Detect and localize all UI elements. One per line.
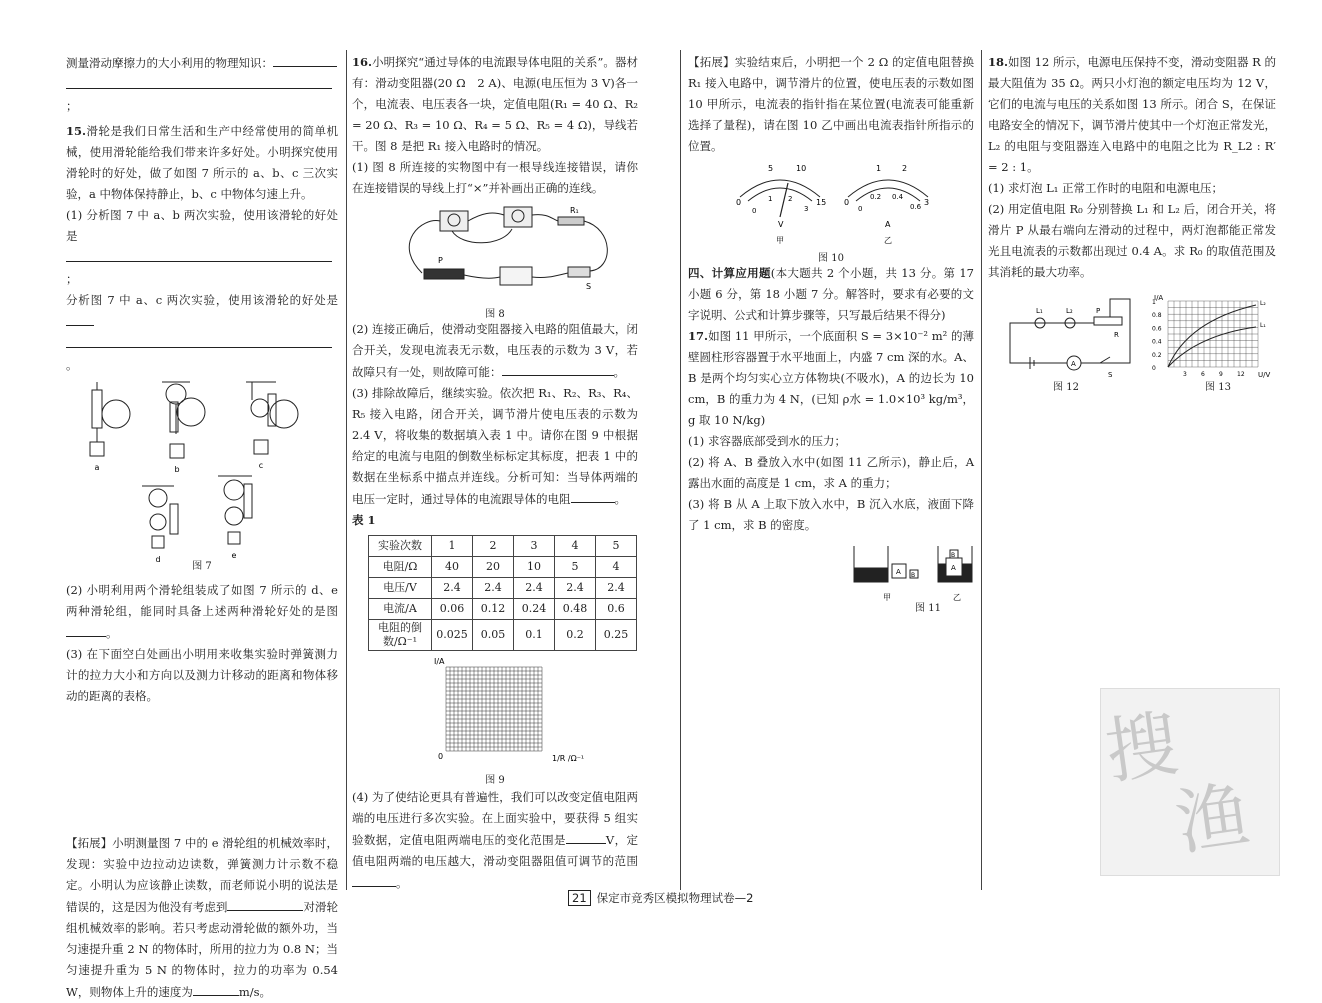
y-tick-label: 1 xyxy=(1152,299,1156,306)
column-divider xyxy=(346,50,347,890)
figure-caption: 图 13 xyxy=(1205,382,1231,393)
y-tick-label: 0 xyxy=(1152,365,1156,372)
dial-tick: 5 xyxy=(768,164,774,173)
figure-10[interactable] xyxy=(688,161,974,264)
figure-caption: 图 12 xyxy=(1053,382,1079,393)
table-header: 3 xyxy=(514,536,555,557)
meter-dials[interactable] xyxy=(688,161,974,245)
meter-unit: V xyxy=(778,220,784,229)
table-cell: 2.4 xyxy=(473,578,514,599)
question-17-3 xyxy=(688,494,974,536)
dial-tick: 0 xyxy=(858,205,863,213)
column-1 xyxy=(66,52,338,1003)
table-header: 4 xyxy=(555,536,596,557)
extension-text: 实验结束后，小明把一个 2 Ω 的定值电阻替换 R₁ 接入电路中，调节滑片的位置，使电压表的示数如图 10 甲所示，电流表的指针指在某位置(电流表可能重新选择了量程)，请在图 10 乙中画出电流表指针所指示的位置。 xyxy=(688,55,975,153)
question-15-2: (2) 小明利用两个滑轮组装成了如图 7 所示的 d、e 两种滑轮组，能同时具备上述两种滑轮好处的是图。 xyxy=(66,583,338,640)
table-cell: 2.4 xyxy=(596,578,637,599)
figure-caption: 图 10 xyxy=(818,253,844,264)
table-cell: 2.4 xyxy=(514,578,555,599)
question-text: V，定值电阻两端的电压越大，滑动变阻器阻值可调节的范围 xyxy=(352,833,638,868)
dial-tick: 1 xyxy=(876,164,882,173)
data-table xyxy=(368,535,637,651)
dial-tick: 0.6 xyxy=(910,203,922,211)
column-4 xyxy=(988,52,1276,407)
table-row xyxy=(369,620,637,651)
table-cell: 0.6 xyxy=(596,599,637,620)
dial-tick: 0 xyxy=(844,198,850,207)
figure-caption: 图 8 xyxy=(485,309,505,320)
dial-tick: 0.2 xyxy=(870,193,882,201)
dial-tick: 1 xyxy=(768,195,773,203)
question-number: 15. xyxy=(66,124,87,138)
figure-9[interactable] xyxy=(352,655,638,786)
column-divider xyxy=(680,50,681,890)
series-label: L₂ xyxy=(1260,300,1266,307)
sub-label: 乙 xyxy=(884,236,892,245)
extension-label: 【拓展】 xyxy=(66,836,113,850)
table-cell: 0.2 xyxy=(555,620,596,651)
page-footer xyxy=(568,890,753,906)
table-cell: 0.48 xyxy=(555,599,596,620)
column-divider xyxy=(981,50,982,890)
question-16-4: (4) 为了使结论更具有普遍性，我们可以改变定值电阻两端的电压进行多次实验。在上面实验中，要获得 5 组实验数据，定值电阻两端电压的变化范围是 V，定值电阻两端的电压越大，滑动变阻器阻值可调节的范围。 xyxy=(352,790,638,890)
dial-tick: 3 xyxy=(924,198,930,207)
figure-8[interactable] xyxy=(352,203,638,320)
block-label: A xyxy=(951,564,956,572)
question-16 xyxy=(352,52,638,157)
question-text: (4) 为了使结论更具有普遍性，我们可以改变定值电阻两端的电压进行多次实验。在上面实验中，要获得 5 组实验数据，定值电阻两端电压的变化范围是 xyxy=(352,790,638,847)
figure-caption: 图 9 xyxy=(485,775,505,786)
answer-blank[interactable] xyxy=(227,896,303,911)
table-cell: 电阻/Ω xyxy=(369,557,432,578)
table-cell: 4 xyxy=(596,557,637,578)
figure-7 xyxy=(66,380,338,576)
question-18-1 xyxy=(988,178,1276,199)
axis-label: I/A xyxy=(434,657,445,666)
table-row xyxy=(369,557,637,578)
sub-label: 甲 xyxy=(776,236,784,245)
page-number: 21 xyxy=(568,890,591,906)
table-cell: 20 xyxy=(473,557,514,578)
question-text: (1) 求灯泡 L₁ 正常工作时的电阻和电源电压； xyxy=(988,181,1224,195)
question-text: (2) 小明利用两个滑轮组装成了如图 7 所示的 d、e 两种滑轮组，能同时具备上述两种滑轮好处的是图 xyxy=(66,583,338,618)
question-17-2 xyxy=(688,452,974,494)
table-cell: 0.06 xyxy=(432,599,473,620)
dial-tick: 0 xyxy=(752,207,757,215)
question-text: (3) 将 B 从 A 上取下放入水中，B 沉入水底，液面下降了 1 cm，求 B 的密度。 xyxy=(688,497,974,532)
answer-blank[interactable] xyxy=(566,829,606,844)
table-header: 2 xyxy=(473,536,514,557)
dial-tick: 2 xyxy=(902,164,908,173)
question-16-3: (3) 排除故障后，继续实验。依次把 R₁、R₂、R₃、R₄、R₅ 接入电路，闭合开关，调节滑片使电压表的示数为 2.4 V，将收集的数据填入表 1 中。请你在图 9 中根据给定的电流与电阻的倒数坐标标定其标度，把表 1 中的数据在坐标系中描点并连线。分析可知：当导体两端的电压一定时，通过导体的电流跟导体的电阻 。 xyxy=(352,386,638,506)
question-text: (2) 将 A、B 叠放入水中(如图 11 乙所示)，静止后，A 露出水面的高度是 1 cm，求 A 的重力； xyxy=(688,455,974,490)
y-tick-label: 0.2 xyxy=(1152,351,1162,359)
question-15-3 xyxy=(66,644,338,707)
answer-blank[interactable] xyxy=(193,981,239,996)
table-header: 5 xyxy=(596,536,637,557)
extension xyxy=(66,833,338,1003)
extension xyxy=(688,52,974,157)
component-label: P xyxy=(1096,307,1101,315)
question-text: (2) 用定值电阻 R₀ 分别替换 L₁ 和 L₂ 后，闭合开关，将滑片 P 从最右端向左滑动的过程中，两灯泡都能正常发光且电流表的示数都出现过 0.4 A。求 R₀ 的取值范围及其消耗的最大功率。 xyxy=(988,202,1276,279)
y-tick-label: 0.4 xyxy=(1152,338,1162,346)
extension-label: 【拓展】 xyxy=(688,55,735,69)
table-cell: 电流/A xyxy=(369,599,432,620)
extension-text: 小明测量图 7 中的 e 滑轮组的机械效率时，发现：实验中边拉动边读数，弹簧测力计示数不稳定。小明认为应该静止读数，而老师说小明的说法是错误的，这是因为他没有考虑到 xyxy=(66,836,338,914)
question-number: 18. xyxy=(988,55,1009,69)
question-text: (3) 在下面空白处画出小明用来收集实验时弹簧测力计的拉力大小和方向以及测力计移动的距离和物体移动的距离的表格。 xyxy=(66,647,338,703)
answer-blank[interactable] xyxy=(352,872,396,887)
question-text: 滑轮是我们日常生活和生产中经常使用的简单机械，使用滑轮能给我们带来许多好处。小明探究使用滑轮时的好处，做了如图 7 所示的 a、b、c 三次实验，a 中物体保持静止，b、c 中物体匀速上升。 xyxy=(66,124,338,201)
question-15-1 xyxy=(66,205,338,247)
figure-label: d xyxy=(155,555,161,564)
question-text: (3) 排除故障后，继续实验。依次把 R₁、R₂、R₃、R₄、R₅ 接入电路，闭合开关，调节滑片使电压表的示数为 2.4 V，将收集的数据填入表 1 中。请你在图 9 中根据给定的电流与电阻的倒数坐标标定其标度，把表 1 中的数据在坐标系中描点并连线。分析可知：当导体两端的电压一定时，通过导体的电流跟导体的电阻 xyxy=(352,386,638,506)
table-header: 实验次数 xyxy=(369,536,432,557)
table-cell: 2.4 xyxy=(555,578,596,599)
figure-12-circuit xyxy=(1000,293,1140,385)
y-tick-label: 0.6 xyxy=(1152,325,1162,333)
section-text: (本大题共 2 个小题，共 13 分。第 17 小题 6 分，第 18 小题 7 分。解答时，要求有必要的文字说明、公式和计算步骤等，只写最后结果不得分) xyxy=(688,266,974,322)
x-tick-label: 6 xyxy=(1201,371,1205,378)
exam-title: 保定市竞秀区模拟物理试卷—2 xyxy=(596,891,754,905)
question-number: 16. xyxy=(352,55,373,69)
question-17-1 xyxy=(688,431,974,452)
x-tick-label: 3 xyxy=(1183,371,1187,378)
dial-tick: 0.4 xyxy=(892,193,904,201)
component-label: S xyxy=(1108,371,1113,379)
figure-caption: 图 11 xyxy=(915,603,941,614)
question-text: 小明探究“通过导体的电流跟导体电阻的关系”。器材有：滑动变阻器(20 Ω 2 A)、电源(电压恒为 3 V)各一个，电流表、电压表各一块，定值电阻(R₁ = 40 Ω、R₂ = 20 Ω、R₃ = 10 Ω、R₄ = 5 Ω、R₅ = 4 Ω)，导线若干。图 8 是把 R₁ 接入电路时的情况。 xyxy=(352,55,638,153)
question-text: (1) 分析图 7 中 a、b 两次实验，使用该滑轮的好处是 xyxy=(66,208,338,243)
question-text: (2) 连接正确后，使滑动变阻器接入电路的阻值最大，闭合开关，发现电流表无示数，电压表的示数为 3 V，若故障只有一处，则故障可能： xyxy=(352,322,638,379)
pulley-diagram xyxy=(66,380,338,576)
dial-tick: 15 xyxy=(816,198,827,207)
table-row xyxy=(369,599,637,620)
table-cell: 0.05 xyxy=(473,620,514,651)
column-3 xyxy=(688,52,974,630)
table-cell: 电压/V xyxy=(369,578,432,599)
answer-space[interactable] xyxy=(66,707,338,833)
table-row xyxy=(369,578,637,599)
axis-origin: 0 xyxy=(438,752,444,761)
question-text: (1) 图 8 所连接的实物图中有一根导线连接错误，请你在连接错误的导线上打“×”并补画出正确的连线。 xyxy=(352,160,638,195)
figure-label: a xyxy=(94,463,100,472)
answer-blank[interactable] xyxy=(66,622,106,637)
table-cell: 0.1 xyxy=(514,620,555,651)
answer-line[interactable]: ； xyxy=(66,247,338,290)
table-cell: 10 xyxy=(514,557,555,578)
axis-label: I/A xyxy=(1154,294,1164,302)
dial-tick: 10 xyxy=(796,164,807,173)
series-label: L₁ xyxy=(1260,322,1266,329)
question-18 xyxy=(988,52,1276,178)
component-label: L₂ xyxy=(1066,307,1073,315)
question-text: 分析图 7 中 a、c 两次实验，使用该滑轮的好处是 xyxy=(66,293,338,307)
table-header-row xyxy=(369,536,637,557)
table-cell: 2.4 xyxy=(432,578,473,599)
block-label: B xyxy=(911,572,916,579)
answer-blank[interactable] xyxy=(66,311,94,326)
table-header: 1 xyxy=(432,536,473,557)
figure-11 xyxy=(688,542,974,626)
sub-label: 乙 xyxy=(953,593,961,602)
table-cell: 0.025 xyxy=(432,620,473,651)
question-15 xyxy=(66,121,338,205)
question-text: (1) 求容器底部受到水的压力； xyxy=(688,434,846,448)
figure-caption: 图 7 xyxy=(192,561,212,572)
figure-label: e xyxy=(231,551,237,560)
dial-tick: 0 xyxy=(736,198,742,207)
question-18-2 xyxy=(988,199,1276,283)
figures-12-13 xyxy=(988,293,1276,403)
text: 测量滑动摩擦力的大小利用的物理知识： xyxy=(66,56,273,70)
component-label: S xyxy=(586,282,592,291)
component-label: L₁ xyxy=(1036,307,1043,315)
y-tick-label: 0.8 xyxy=(1152,312,1162,320)
blank-graph-grid[interactable] xyxy=(352,655,638,767)
component-label: A xyxy=(1071,360,1076,368)
table-cell: 40 xyxy=(432,557,473,578)
dial-tick: 3 xyxy=(804,205,809,213)
component-label: R₁ xyxy=(570,206,579,215)
table-cell: 5 xyxy=(555,557,596,578)
question-text: 如图 11 甲所示，一个底面积 S = 3×10⁻² m² 的薄壁圆柱形容器置于水平地面上，内盛 7 cm 深的水。A、B 是两个均匀实心立方体物块(不吸水)，A 的边长为 10 cm，B 的重力为 4 N，(已知 ρ水 = 1.0×10³ kg/m³，g 取 10 N/kg) xyxy=(688,329,974,427)
figure-13-chart xyxy=(1150,293,1276,385)
sub-label: 甲 xyxy=(883,593,891,602)
answer-blank[interactable] xyxy=(502,361,614,376)
table-cell: 0.25 xyxy=(596,620,637,651)
section-4 xyxy=(688,263,974,326)
x-tick-label: 12 xyxy=(1237,371,1245,378)
table-title: 表 1 xyxy=(352,513,376,527)
meter-unit: A xyxy=(885,220,891,229)
paragraph xyxy=(66,52,338,74)
block-label: B xyxy=(951,552,956,559)
component-label: R xyxy=(1114,331,1119,339)
table-cell: 0.12 xyxy=(473,599,514,620)
block-label: A xyxy=(896,568,901,576)
x-tick-label: 9 xyxy=(1219,371,1223,378)
table-cell: 0.24 xyxy=(514,599,555,620)
extension-text: 对滑轮组机械效率的影响。若只考虑动滑轮做的额外功，当匀速提升重 2 N 的物体时，所用的拉力为 0.8 N；当匀速提升重为 5 N 的物体时，拉力的功率为 0.54 W，则物体上升的速度为 xyxy=(66,900,339,999)
section-title: 四、计算应用题 xyxy=(688,266,771,280)
figure-label: b xyxy=(174,465,180,474)
unit: m/s。 xyxy=(238,985,272,999)
watermark-logo: 搜 渔 xyxy=(1100,688,1280,876)
question-15-1b xyxy=(66,290,338,333)
answer-line[interactable]: 。 xyxy=(66,333,338,376)
axis-label: 1/R /Ω⁻¹ xyxy=(552,754,585,763)
question-text: 如图 12 所示，电源电压保持不变，滑动变阻器 R 的最大阻值为 35 Ω。两只小灯泡的额定电压均为 12 V，它们的电流与电压的关系如图 13 所示。闭合 S，在保证电路安全的情况下，调节滑片使其中一个灯泡正常发光，L₂ 的电阻与变阻器连入电路中的电阻之比为 R_L2 : R′ = 2 : 1。 xyxy=(988,55,1276,174)
question-16-1 xyxy=(352,157,638,199)
axis-label: U/V xyxy=(1258,371,1271,379)
component-label: P xyxy=(438,256,443,265)
question-17 xyxy=(688,326,974,431)
circuit-photo[interactable] xyxy=(352,203,638,301)
answer-line[interactable]: ； xyxy=(66,74,338,117)
answer-blank[interactable] xyxy=(571,488,615,503)
column-2 xyxy=(352,52,638,894)
answer-blank[interactable] xyxy=(273,52,337,67)
question-16-2: (2) 连接正确后，使滑动变阻器接入电路的阻值最大，闭合开关，发现电流表无示数，电压表的示数为 3 V，若故障只有一处，则故障可能： 。 xyxy=(352,322,638,379)
figure-label: c xyxy=(258,461,264,470)
table-cell: 电阻的倒数/Ω⁻¹ xyxy=(369,620,432,651)
question-number: 17. xyxy=(688,329,709,343)
dial-tick: 2 xyxy=(788,195,793,203)
